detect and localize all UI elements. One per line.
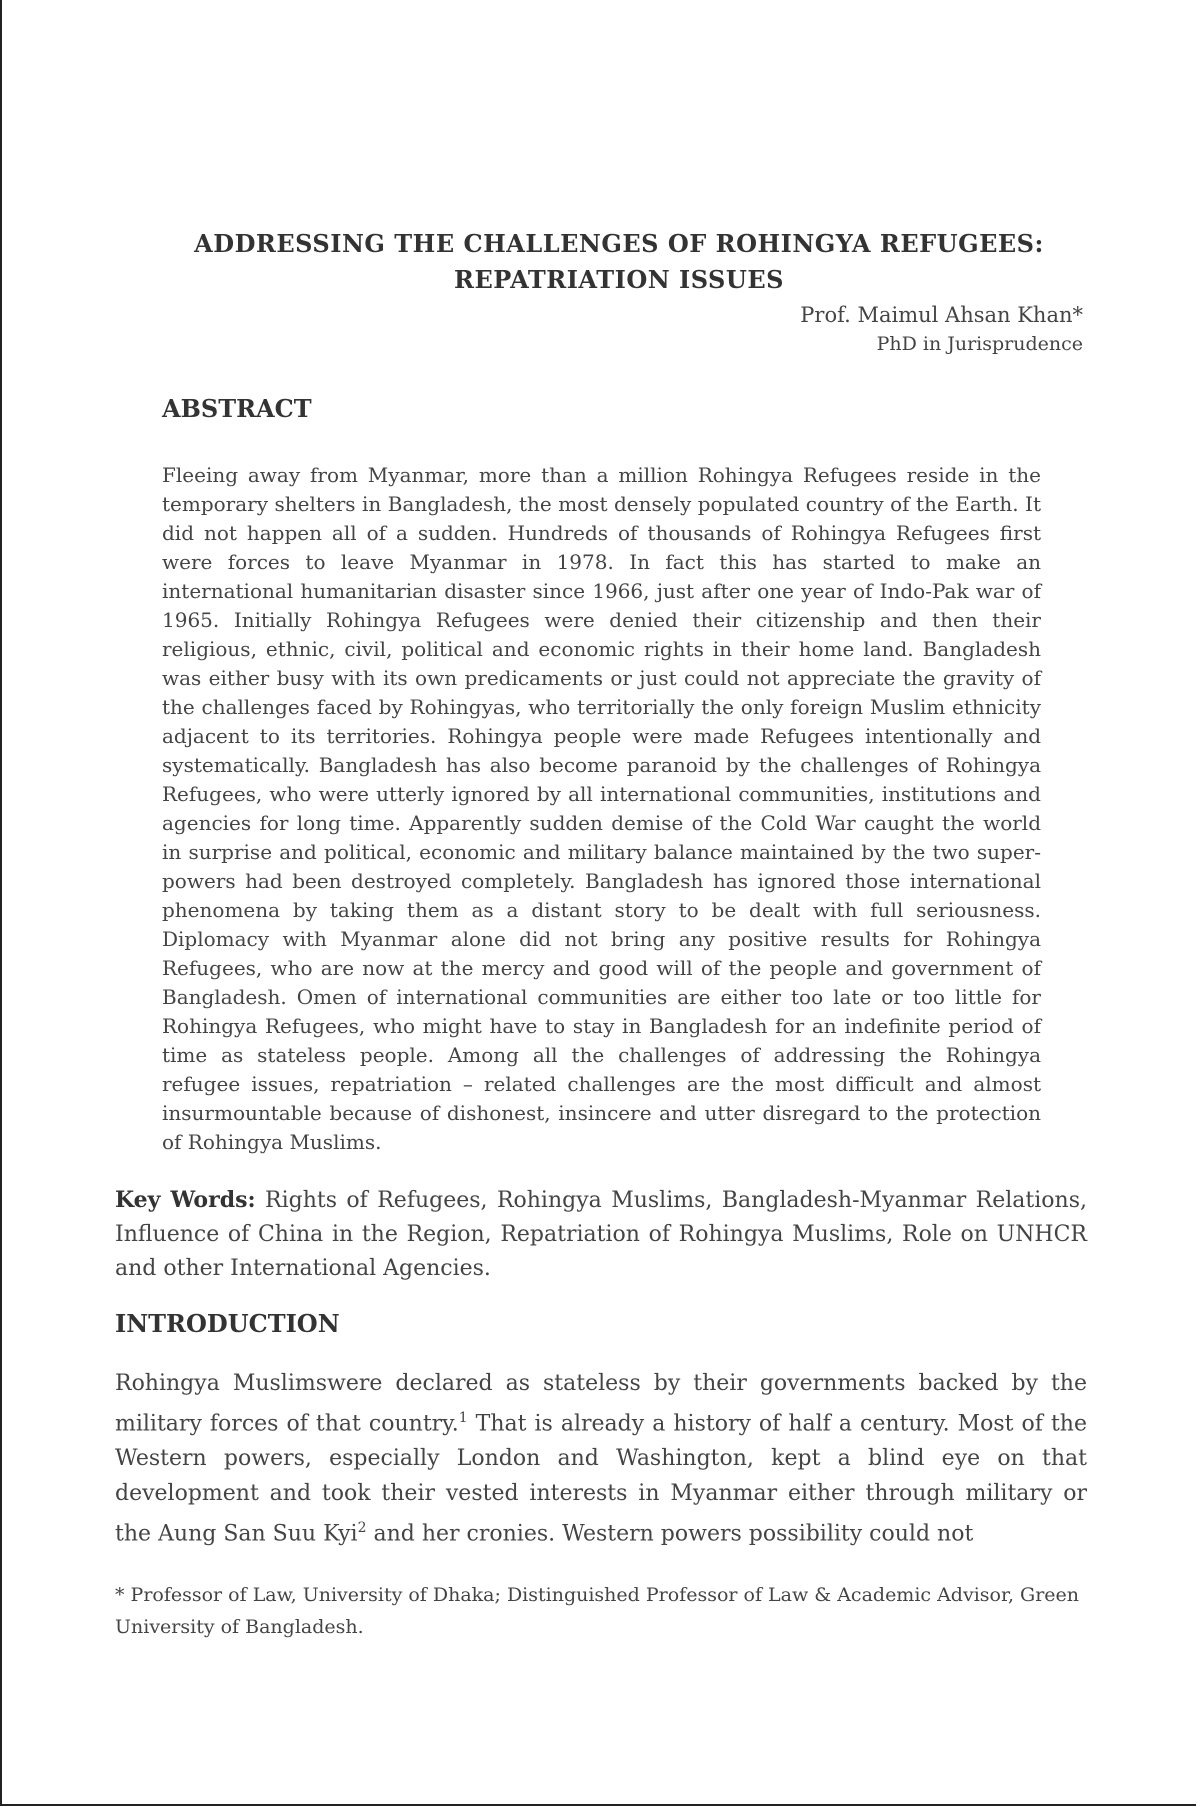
title-line-1: ADDRESSING THE CHALLENGES OF ROHINGYA REFUGEES: bbox=[194, 229, 1044, 258]
intro-part-1: Rohingya Muslimswere declared as stateless by their governments backed by the military forces of that country. bbox=[115, 1371, 1087, 1437]
paper-title bbox=[2, 226, 1196, 298]
keywords-label: Key Words: bbox=[115, 1187, 256, 1213]
intro-part-3: and her cronies. Western powers possibility could not bbox=[366, 1521, 974, 1547]
abstract-text: Fleeing away from Myanmar, more than a million Rohingya Refugees reside in the temporary shelters in Bangladesh, the most densely populated country of the Earth. It did not happen all of a sudden. Hundreds of thousands of Rohingya Refugees first were forces to leave Myanmar in 1978. In fact this has started to make an international humanitarian disaster since 1966, just after one year of Indo-Pak war of 1965. Initially Rohingya Refugees were denied their citizenship and then their religious, ethnic, civil, political and economic rights in their home land. Bangladesh was either busy with its own predicaments or just could not appreciate the gravity of the challenges faced by Rohingyas, who territorially the only foreign Muslim ethnicity adjacent to its territories. Rohingya people were made Refugees intentionally and systematically. Bangladesh has also become paranoid by the challenges of Rohingya Refugees, who were utterly ignored by all international communities, institutions and agencies for long time. Apparently sudden demise of the Cold War caught the world in surprise and political, economic and military balance maintained by the two super-powers had been destroyed completely. Bangladesh has ignored those international phenomena by taking them as a distant story to be dealt with full seriousness. Diplomacy with Myanmar alone did not bring any positive results for Rohingya Refugees, who are now at the mercy and good will of the people and government of Bangladesh. Omen of international communities are either too late or too little for Rohingya Refugees, who might have to stay in Bangladesh for an indefinite period of time as stateless people. Among all the challenges of addressing the Rohingya refugee issues, repatriation – related challenges are the most difficult and almost insurmountable because of dishonest, insincere and utter disregard to the protection of Rohingya Muslims. bbox=[162, 463, 1041, 1154]
author-footnote: * Professor of Law, University of Dhaka; Distinguished Professor of Law & Academic Advisor, Green University of Bangladesh. bbox=[115, 1584, 1080, 1638]
intro-part-2: That is already a history of half a century. Most of the Western powers, especially London and Washington, kept a blind eye on that development and took their vested interests in Myanmar either through military or the Aung San Suu Kyi bbox=[115, 1411, 1087, 1547]
author-degree: PhD in Jurisprudence bbox=[876, 333, 1083, 355]
author-name: Prof. Maimul Ahsan Khan* bbox=[800, 303, 1083, 327]
footnote-ref-2: 2 bbox=[357, 1520, 367, 1537]
introduction-heading: INTRODUCTION bbox=[115, 1309, 340, 1338]
abstract-heading: ABSTRACT bbox=[162, 394, 312, 423]
keywords-paragraph bbox=[115, 1183, 1087, 1286]
introduction-text bbox=[115, 1366, 1087, 1552]
author-block bbox=[800, 300, 1083, 358]
title-line-2: REPATRIATION ISSUES bbox=[454, 265, 784, 294]
keywords-text: Rights of Refugees, Rohingya Muslims, Bangladesh-Myanmar Relations, Influence of China in the Region, Repatriation of Rohingya Muslims, Role on UNHCR and other International Agencies. bbox=[115, 1188, 1087, 1281]
footnote-ref-1: 1 bbox=[458, 1410, 468, 1426]
